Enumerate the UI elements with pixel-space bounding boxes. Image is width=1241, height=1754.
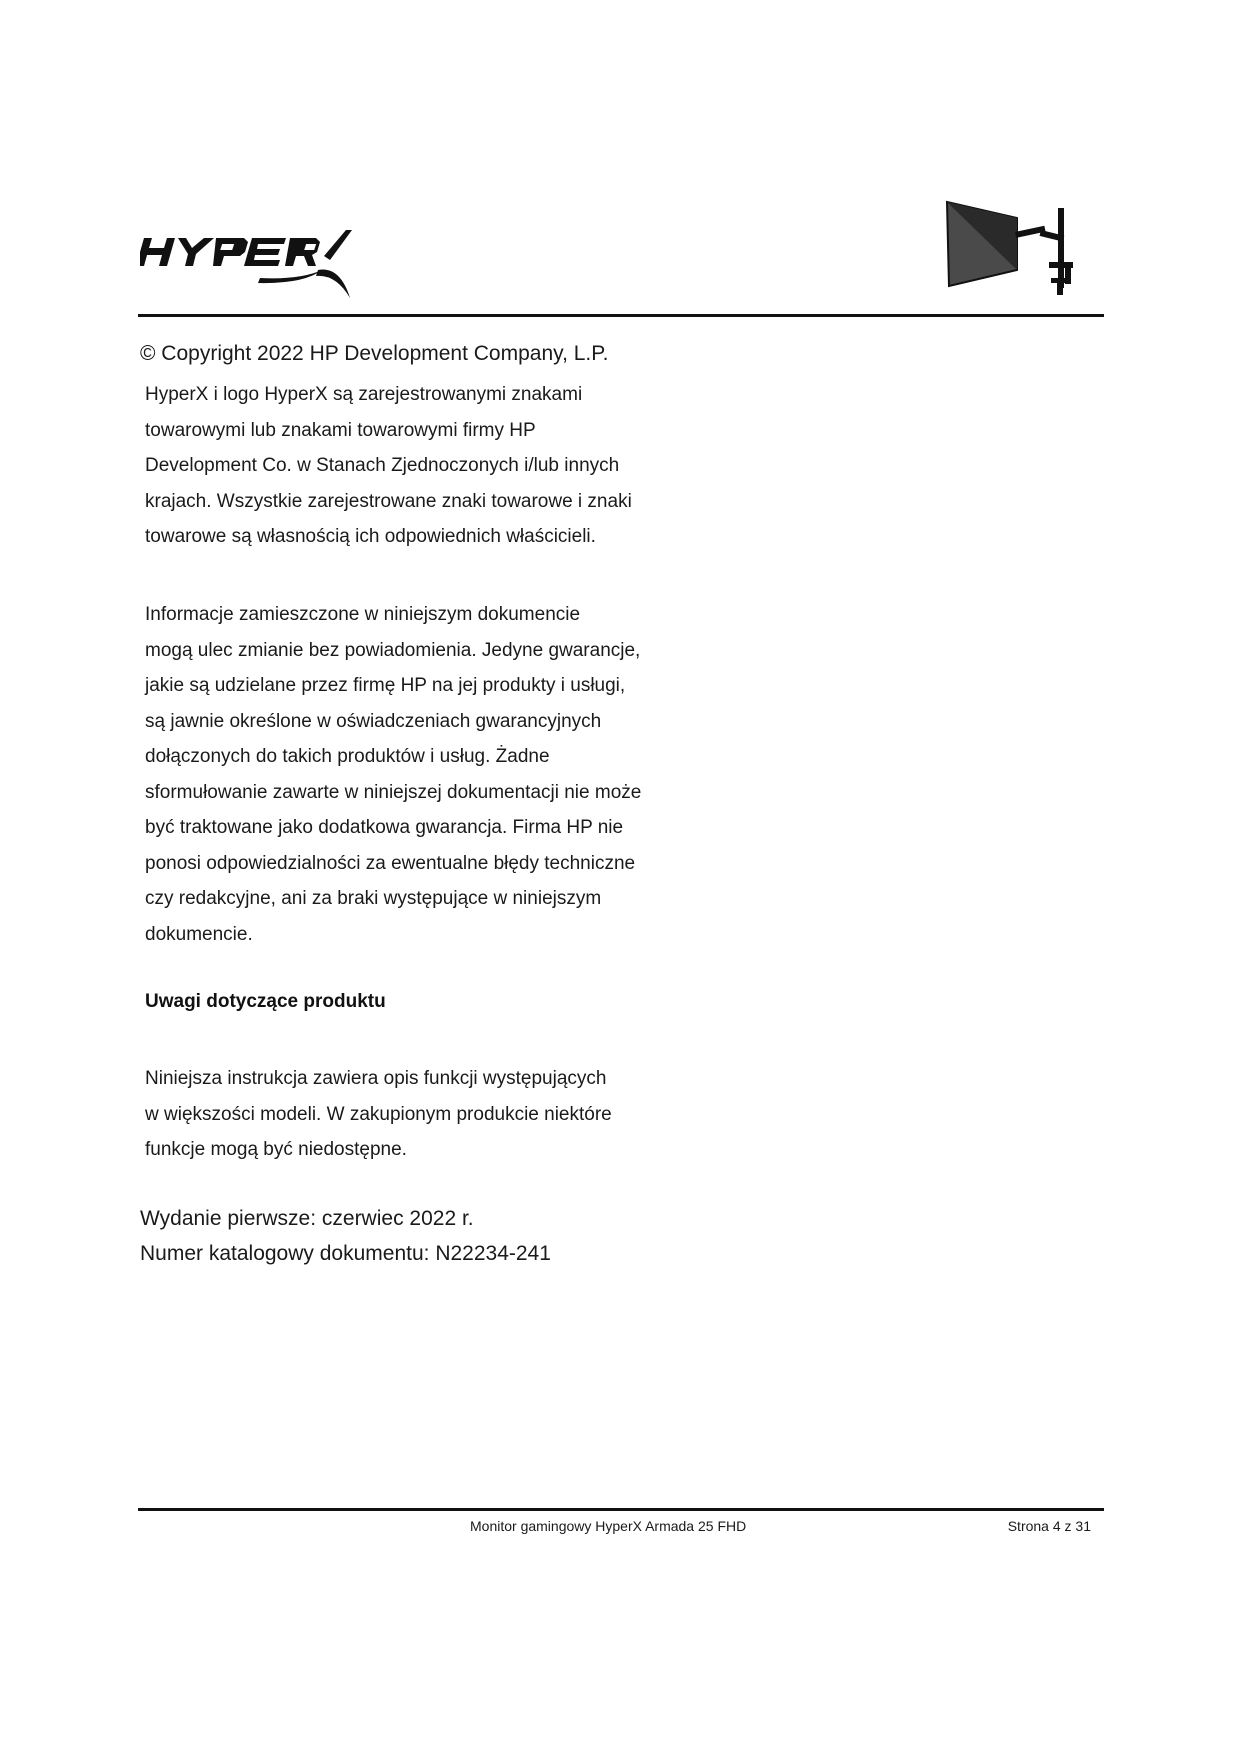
- trademark-line: Development Co. w Stanach Zjednoczonych i/lub innych: [145, 455, 620, 476]
- disclaimer-line: mogą ulec zmianie bez powiadomienia. Jedyne gwarancje,: [145, 639, 641, 661]
- hyperx-logo-icon: [140, 226, 370, 306]
- product-notes-heading: Uwagi dotyczące produktu: [145, 991, 386, 1012]
- hyperx-logo: [140, 226, 370, 306]
- disclaimer-paragraph: [145, 597, 725, 952]
- edition-line: Wydanie pierwsze: czerwiec 2022 r.: [140, 1207, 474, 1230]
- disclaimer-line: jakie są udzielane przez firmę HP na jej produkty i usługi,: [145, 675, 626, 696]
- disclaimer-line: Informacje zamieszczone w niniejszym dokumencie: [145, 604, 581, 625]
- product-notes-paragraph: [145, 1061, 725, 1168]
- trademark-line: towarowe są własnością ich odpowiednich właścicieli.: [145, 526, 596, 547]
- product-notes-line: Niniejsza instrukcja zawiera opis funkcji występujących: [145, 1068, 607, 1089]
- disclaimer-line: są jawnie określone w oświadczeniach gwarancyjnych: [145, 710, 602, 732]
- disclaimer-line: dołączonych do takich produktów i usług. Żadne: [145, 746, 550, 767]
- trademark-paragraph: [145, 377, 725, 555]
- copyright-notice: © Copyright 2022 HP Development Company, L.P.: [140, 342, 609, 365]
- footer-page-number: Strona 4 z 31: [1007, 1518, 1091, 1534]
- trademark-line: HyperX i logo HyperX są zarejestrowanymi znakami: [145, 384, 583, 405]
- monitor-arm-illustration: [945, 200, 1075, 300]
- header-divider: [138, 314, 1104, 317]
- disclaimer-line: ponosi odpowiedzialności za ewentualne błędy techniczne: [145, 852, 636, 874]
- disclaimer-line: czy redakcyjne, ani za braki występujące w niniejszym: [145, 888, 602, 909]
- document-metadata: [140, 1201, 551, 1271]
- footer-divider: [138, 1508, 1104, 1511]
- monitor-arm-icon: [945, 200, 1075, 300]
- disclaimer-line: sformułowanie zawarte w niniejszej dokumentacji nie może: [145, 781, 642, 803]
- product-notes-line: funkcje mogą być niedostępne.: [145, 1139, 407, 1160]
- trademark-line: towarowymi lub znakami towarowymi firmy HP: [145, 419, 536, 441]
- trademark-line: krajach. Wszystkie zarejestrowane znaki towarowe i znaki: [145, 490, 632, 512]
- disclaimer-line: dokumencie.: [145, 923, 253, 945]
- footer-document-title: Monitor gamingowy HyperX Armada 25 FHD: [470, 1518, 747, 1534]
- disclaimer-line: być traktowane jako dodatkowa gwarancja. Firma HP nie: [145, 817, 624, 838]
- product-notes-line: w większości modeli. W zakupionym produkcie niektóre: [145, 1103, 612, 1125]
- part-number-line: Numer katalogowy dokumentu: N22234-241: [140, 1242, 551, 1265]
